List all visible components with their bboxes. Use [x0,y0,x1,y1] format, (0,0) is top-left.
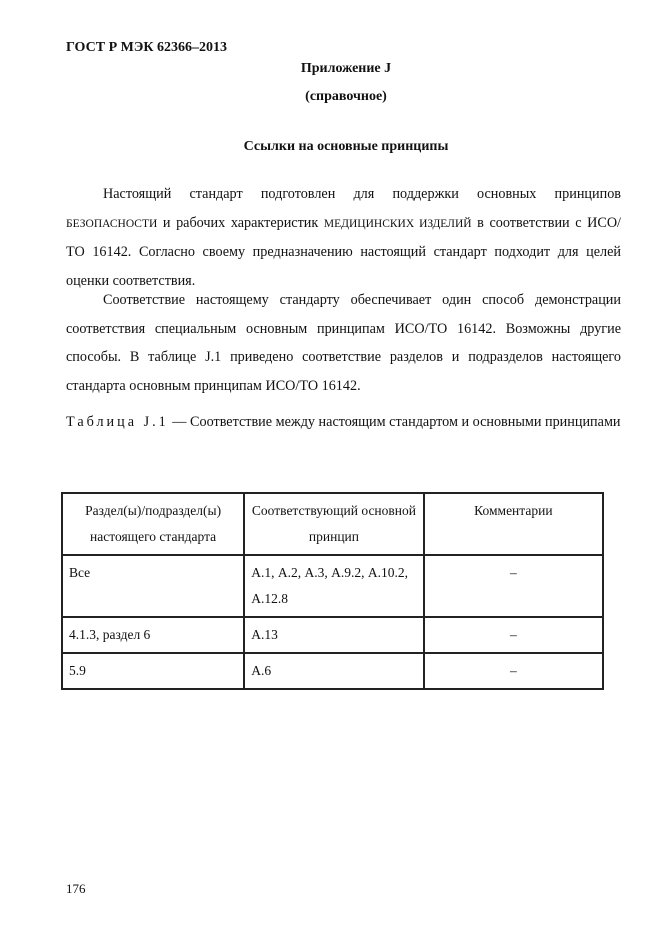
header-comments: Комментарии [424,493,603,555]
document-header: ГОСТ Р МЭК 62366–2013 [66,40,227,55]
principles-table [61,492,604,690]
table-row [62,653,603,689]
paragraph-1 [66,180,621,295]
header-principle: Соответствующий основной принцип [244,493,424,555]
paragraph-2 [66,286,621,400]
table-row [62,555,603,617]
header-sections: Раздел(ы)/подраздел(ы) настоящего стандарта [62,493,244,555]
page-number: 176 [66,881,86,896]
cell-comment: – [424,555,603,617]
cell-principle: А.13 [244,617,424,653]
p1-device-term: МЕДИЦИНСКИХ ИЗДЕЛИЙ [323,217,472,230]
appendix-subtitle: (справочное) [305,89,387,104]
cell-section: 5.9 [62,653,244,689]
p1-text-e: в соответствии с ИСО/ТО 16142. Согласно своему предназначению настоящий стандарт подходит для целей оценки соответствия. [66,214,622,289]
cell-section: Все [62,555,244,617]
table-caption [66,408,621,437]
table-header-row [62,493,603,555]
cell-comment: – [424,653,603,689]
section-title: Ссылки на основные принципы [243,139,449,154]
appendix-title: Приложение J [300,61,392,76]
table-caption-text: — Соответствие между настоящим стандартом и основными принципами [168,414,621,430]
p2-text: Соответствие настоящему стандарту обеспечивает один способ демонстрации соответствия специальным основным принципам ИСО/ТО 16142. Возможны другие способы. В таблице J.1 приведено соответствие разделов и подразделов настоящего стандарта основным принципам ИСО/ТО 16142. [66,292,621,394]
table-caption-label: Таблица J.1 [66,414,169,430]
table-row [62,617,603,653]
cell-principle: А.6 [244,653,424,689]
p1-text-c: и рабочих характеристик [157,214,324,231]
cell-comment: – [424,617,603,653]
p1-text-a: Настоящий стандарт подготовлен для поддержки основных принципов [103,186,621,202]
cell-principle: А.1, А.2, А.3, А.9.2, А.10.2, А.12.8 [244,555,424,617]
cell-section: 4.1.3, раздел 6 [62,617,244,653]
p1-safety-term: БЕЗОПАСНОСТИ [66,217,158,230]
